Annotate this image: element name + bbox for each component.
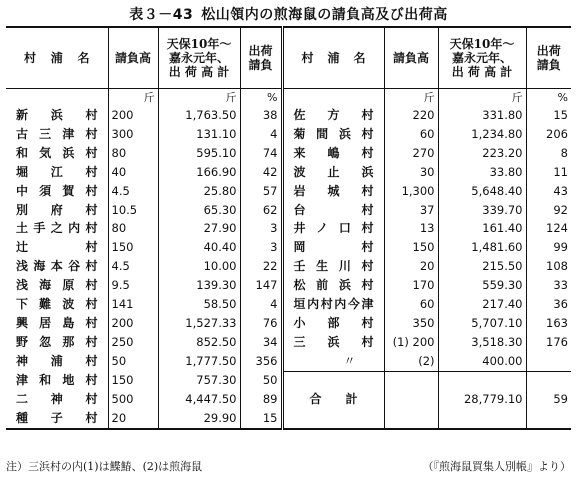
ratio-cell-right: 92 bbox=[526, 201, 571, 220]
quota-cell: 4.5 bbox=[108, 257, 158, 276]
unit-shipped: 斤 bbox=[158, 89, 240, 107]
village-name-right: 来嶋村 bbox=[282, 144, 384, 163]
quota-cell-right: 60 bbox=[384, 125, 438, 144]
village-name: 浅海原村 bbox=[16, 278, 98, 293]
note-left: 注）三浜村の内(1)は鰈鰆、(2)は煎海鼠 bbox=[6, 460, 203, 473]
shipped-cell: 25.80 bbox=[158, 182, 240, 201]
shipped-cell-right: 215.50 bbox=[438, 257, 526, 276]
quota-cell: 500 bbox=[108, 390, 158, 409]
ratio-cell: 57 bbox=[240, 182, 282, 201]
village-name: 二神村 bbox=[16, 392, 98, 407]
shipped-cell-right: 223.20 bbox=[438, 144, 526, 163]
table-row bbox=[6, 333, 571, 352]
quota-cell-right: 13 bbox=[384, 219, 438, 238]
shipped-cell-right: 400.00 bbox=[438, 352, 526, 371]
village-name-right: 壬生川村 bbox=[282, 257, 384, 276]
ratio-cell-right: 8 bbox=[526, 144, 571, 163]
table-row bbox=[6, 163, 571, 182]
quota-cell-right: 220 bbox=[384, 106, 438, 125]
quota-cell: 150 bbox=[108, 371, 158, 390]
shipped-cell-right: 5,707.10 bbox=[438, 314, 526, 333]
quota-cell: 150 bbox=[108, 238, 158, 257]
village-name-right: 小部村 bbox=[282, 314, 384, 333]
shipped-cell-right: 339.70 bbox=[438, 201, 526, 220]
table-row bbox=[6, 106, 571, 125]
shipped-cell: 65.30 bbox=[158, 201, 240, 220]
quota-cell: 4.5 bbox=[108, 182, 158, 201]
ratio-cell: 3 bbox=[240, 219, 282, 238]
village-name: 下難波村 bbox=[16, 297, 98, 312]
quota-cell: 141 bbox=[108, 295, 158, 314]
village-name: 新浜村 bbox=[16, 108, 98, 122]
ratio-cell: 15 bbox=[240, 409, 282, 429]
header-ratio-right: 出荷 請負 bbox=[526, 27, 571, 89]
ratio-cell: 50 bbox=[240, 371, 282, 390]
shipped-cell: 27.90 bbox=[158, 219, 240, 238]
total-ratio: 59 bbox=[526, 371, 571, 429]
ratio-cell: 62 bbox=[240, 201, 282, 220]
table-row bbox=[6, 371, 571, 390]
ratio-cell: 22 bbox=[240, 257, 282, 276]
village-name: 和気浜村 bbox=[16, 145, 98, 160]
header-ratio: 出荷 請負 bbox=[240, 27, 282, 89]
village-name: 辻村 bbox=[16, 240, 98, 255]
table-row bbox=[6, 219, 571, 238]
table-title bbox=[0, 4, 577, 24]
village-name-right: 波止浜 bbox=[282, 163, 384, 182]
quota-cell-right: 150 bbox=[384, 238, 438, 257]
header-quota: 請負高 bbox=[108, 27, 158, 89]
table-body bbox=[6, 89, 571, 429]
unit-blank-right bbox=[282, 89, 384, 107]
unit-ratio-right: % bbox=[526, 89, 571, 107]
unit-ratio: % bbox=[240, 89, 282, 107]
shipped-cell: 139.30 bbox=[158, 276, 240, 295]
ratio-cell: 4 bbox=[240, 295, 282, 314]
shipped-cell-right: 1,234.80 bbox=[438, 125, 526, 144]
village-name-right: 岩城村 bbox=[282, 182, 384, 201]
table-row bbox=[6, 352, 571, 371]
ratio-cell: 89 bbox=[240, 390, 282, 409]
shipped-cell-right: 217.40 bbox=[438, 295, 526, 314]
ratio-cell: 42 bbox=[240, 163, 282, 182]
ratio-cell: 147 bbox=[240, 276, 282, 295]
unit-shipped-right: 斤 bbox=[438, 89, 526, 107]
ratio-cell-right: 11 bbox=[526, 163, 571, 182]
village-name-right: 垣内村内今津 bbox=[282, 295, 384, 314]
shipped-cell: 58.50 bbox=[158, 295, 240, 314]
shipped-cell: 40.40 bbox=[158, 238, 240, 257]
quota-cell-right: 60 bbox=[384, 295, 438, 314]
table-wrapper bbox=[6, 26, 571, 430]
shipped-cell-right: 5,648.40 bbox=[438, 182, 526, 201]
quota-cell: 9.5 bbox=[108, 276, 158, 295]
shipped-cell: 1,527.33 bbox=[158, 314, 240, 333]
village-name: 種子村 bbox=[16, 411, 98, 425]
table-row bbox=[6, 314, 571, 333]
village-name-right: 菊間浜村 bbox=[282, 125, 384, 144]
village-name: 堀江村 bbox=[16, 164, 98, 179]
table-row bbox=[6, 144, 571, 163]
village-name-right: 三浜村 bbox=[282, 333, 384, 352]
notes bbox=[6, 458, 571, 474]
unit-row bbox=[6, 89, 571, 107]
shipped-cell-right: 331.80 bbox=[438, 106, 526, 125]
note-source: （『煎海鼠買集人別帳』より） bbox=[422, 460, 571, 473]
ratio-cell-right: 99 bbox=[526, 238, 571, 257]
ratio-cell: 356 bbox=[240, 352, 282, 371]
quota-cell: 10.5 bbox=[108, 201, 158, 220]
quota-cell-right: 270 bbox=[384, 144, 438, 163]
village-name: 古三津村 bbox=[16, 126, 98, 141]
ratio-cell-right: 33 bbox=[526, 276, 571, 295]
ratio-cell-right: 108 bbox=[526, 257, 571, 276]
village-name-right: 佐方村 bbox=[282, 106, 384, 125]
shipped-cell: 166.90 bbox=[158, 163, 240, 182]
ratio-cell-right: 163 bbox=[526, 314, 571, 333]
shipped-cell: 757.30 bbox=[158, 371, 240, 390]
unit-quota-right: 斤 bbox=[384, 89, 438, 107]
village-name-right: 〃 bbox=[282, 352, 384, 371]
ratio-cell: 4 bbox=[240, 125, 282, 144]
table-row bbox=[6, 276, 571, 295]
shipped-cell: 852.50 bbox=[158, 333, 240, 352]
quota-cell: 200 bbox=[108, 106, 158, 125]
shipped-cell: 10.00 bbox=[158, 257, 240, 276]
table-row bbox=[6, 182, 571, 201]
table-row bbox=[6, 238, 571, 257]
ratio-cell-right: 43 bbox=[526, 182, 571, 201]
ratio-cell-right: 124 bbox=[526, 219, 571, 238]
ratio-cell: 34 bbox=[240, 333, 282, 352]
village-name: 津和地村 bbox=[16, 373, 98, 388]
shipped-cell-right: 33.80 bbox=[438, 163, 526, 182]
total-label: 合 計 bbox=[282, 371, 384, 429]
table-row bbox=[6, 257, 571, 276]
quota-cell-right: 1,300 bbox=[384, 182, 438, 201]
table-row bbox=[6, 201, 571, 220]
ratio-cell-right bbox=[526, 352, 571, 371]
header-shipped-total: 天保10年～ 嘉永元年、 出 荷 高 計 bbox=[158, 27, 240, 89]
quota-cell: 200 bbox=[108, 314, 158, 333]
village-name-right: 井ノ口村 bbox=[282, 219, 384, 238]
village-name-right: 松前浜村 bbox=[282, 276, 384, 295]
ratio-cell-right: 15 bbox=[526, 106, 571, 125]
village-name: 別府村 bbox=[16, 202, 98, 217]
table-row bbox=[6, 125, 571, 144]
header-row bbox=[6, 27, 571, 89]
village-name: 土手之内村 bbox=[16, 221, 98, 236]
ratio-cell-right: 206 bbox=[526, 125, 571, 144]
shipped-cell-right: 559.30 bbox=[438, 276, 526, 295]
village-name-right: 台村 bbox=[282, 201, 384, 220]
total-shipped: 28,779.10 bbox=[438, 371, 526, 429]
village-name: 中須賀村 bbox=[16, 183, 98, 198]
quota-cell-right: 170 bbox=[384, 276, 438, 295]
shipped-cell: 29.90 bbox=[158, 409, 240, 429]
village-name: 野忽那村 bbox=[16, 334, 98, 349]
village-name: 神浦村 bbox=[16, 354, 98, 369]
quota-cell: 20 bbox=[108, 409, 158, 429]
shipped-cell-right: 3,518.30 bbox=[438, 333, 526, 352]
quota-cell: 40 bbox=[108, 163, 158, 182]
unit-quota: 斤 bbox=[108, 89, 158, 107]
total-quota bbox=[384, 371, 438, 429]
ratio-cell: 74 bbox=[240, 144, 282, 163]
ratio-cell: 76 bbox=[240, 314, 282, 333]
quota-cell-right: (2) bbox=[384, 352, 438, 371]
quota-cell: 80 bbox=[108, 219, 158, 238]
ratio-cell-right: 176 bbox=[526, 333, 571, 352]
ratio-cell-right: 36 bbox=[526, 295, 571, 314]
data-table bbox=[6, 26, 571, 430]
quota-cell-right: 30 bbox=[384, 163, 438, 182]
quota-cell-right: (1) 200 bbox=[384, 333, 438, 352]
ratio-cell: 38 bbox=[240, 106, 282, 125]
shipped-cell-right: 161.40 bbox=[438, 219, 526, 238]
header-quota-right: 請負高 bbox=[384, 27, 438, 89]
shipped-cell: 1,763.50 bbox=[158, 106, 240, 125]
quota-cell: 50 bbox=[108, 352, 158, 371]
header-village-right: 村 浦 名 bbox=[282, 27, 384, 89]
quota-cell: 250 bbox=[108, 333, 158, 352]
shipped-cell-right: 1,481.60 bbox=[438, 238, 526, 257]
table-caption: 松山領内の煎海鼠の請負高及び出荷高 bbox=[201, 7, 448, 23]
header-shipped-total-right: 天保10年～ 嘉永元年、 出 荷 高 計 bbox=[438, 27, 526, 89]
shipped-cell: 595.10 bbox=[158, 144, 240, 163]
quota-cell-right: 37 bbox=[384, 201, 438, 220]
header-village: 村 浦 名 bbox=[6, 27, 108, 89]
unit-blank bbox=[6, 89, 108, 107]
village-name: 興居島村 bbox=[16, 315, 98, 330]
shipped-cell: 131.10 bbox=[158, 125, 240, 144]
quota-cell: 80 bbox=[108, 144, 158, 163]
table-number: 表３－43 bbox=[129, 7, 194, 23]
table-row bbox=[6, 295, 571, 314]
quota-cell: 300 bbox=[108, 125, 158, 144]
quota-cell-right: 20 bbox=[384, 257, 438, 276]
quota-cell-right: 350 bbox=[384, 314, 438, 333]
shipped-cell: 4,447.50 bbox=[158, 390, 240, 409]
shipped-cell: 1,777.50 bbox=[158, 352, 240, 371]
village-name: 浅海本谷村 bbox=[16, 259, 98, 274]
ratio-cell: 3 bbox=[240, 238, 282, 257]
village-name-right: 岡村 bbox=[282, 238, 384, 257]
